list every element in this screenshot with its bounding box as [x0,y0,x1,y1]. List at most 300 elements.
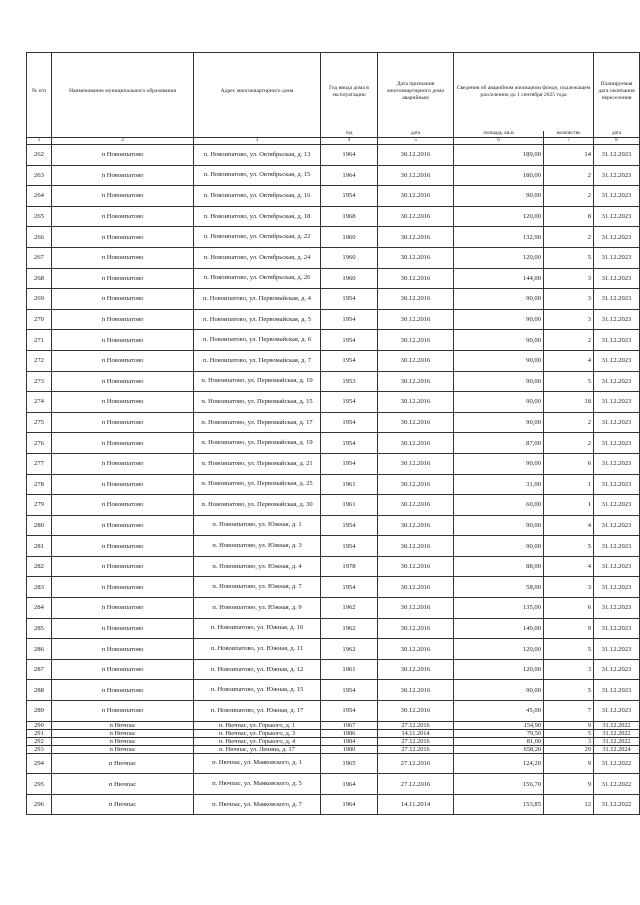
area-cell: 90,00 [454,371,544,392]
count-cell: 4 [544,515,594,536]
area-cell: 90,00 [454,289,544,310]
table-row [27,165,640,186]
area-cell: 144,00 [454,268,544,289]
end-date-cell: 31.12.2022 [594,794,640,815]
end-date-cell: 31.12.2022 [594,729,640,737]
table-row [27,753,640,774]
row-number: 278 [27,474,52,495]
year-cell: 1960 [321,268,378,289]
area-cell: 135,00 [454,598,544,619]
end-date-cell: 31.12.2023 [594,680,640,701]
row-number: 279 [27,495,52,516]
count-cell: 12 [544,794,594,815]
unit-area: площадь, кв.м [454,131,544,138]
municipality-cell: п Новоипатово [52,680,194,701]
count-cell: 5 [544,639,594,660]
year-cell: 1954 [321,350,378,371]
municipality-cell: п Новоипатово [52,247,194,268]
emergency-date-cell: 30.12.2016 [378,412,454,433]
table-row [27,745,640,753]
emergency-date-cell: 30.12.2016 [378,330,454,351]
year-cell: 1984 [321,737,378,745]
count-cell: 9 [544,753,594,774]
emergency-date-cell: 30.12.2016 [378,577,454,598]
area-cell: 31,00 [454,474,544,495]
emergency-date-cell: 30.12.2016 [378,206,454,227]
address-cell: п. Нючпас, ул. Горького, д. 1 [194,721,321,729]
end-date-cell: 31.12.2023 [594,453,640,474]
unit-date: дата [378,131,454,138]
end-date-cell: 31.12.2023 [594,577,640,598]
area-cell: 90,00 [454,680,544,701]
municipality-cell: п Новоипатово [52,227,194,248]
municipality-cell: п Нючпас [52,753,194,774]
count-cell: 2 [544,186,594,207]
row-number: 275 [27,412,52,433]
address-cell: п. Новоипатово, ул. Первомайская, д. 19 [194,433,321,454]
address-cell: п. Новоипатово, ул. Южная, д. 15 [194,680,321,701]
area-cell: 90,00 [454,412,544,433]
row-number: 289 [27,701,52,722]
header-num: № п/п [27,53,52,131]
row-number: 284 [27,598,52,619]
end-date-cell: 31.12.2023 [594,227,640,248]
table-row [27,433,640,454]
row-number: 290 [27,721,52,729]
unit-blank [27,131,52,138]
count-cell: 2 [544,433,594,454]
address-cell: п. Новоипатово, ул. Первомайская, д. 10 [194,371,321,392]
row-number: 283 [27,577,52,598]
emergency-date-cell: 30.12.2016 [378,453,454,474]
area-cell: 120,00 [454,247,544,268]
municipality-cell: п Новоипатово [52,495,194,516]
address-cell: п. Новоипатово, ул. Южная, д. 12 [194,659,321,680]
year-cell: 1954 [321,515,378,536]
end-date-cell: 31.12.2023 [594,186,640,207]
emergency-date-cell: 30.12.2016 [378,659,454,680]
year-cell: 1980 [321,745,378,753]
end-date-cell: 31.12.2023 [594,536,640,557]
emergency-date-cell: 30.12.2016 [378,145,454,166]
count-cell: 1 [544,495,594,516]
count-cell: 18 [544,392,594,413]
emergency-date-cell: 30.12.2016 [378,680,454,701]
unit-end-date: дата [594,131,640,138]
end-date-cell: 31.12.2022 [594,774,640,795]
end-date-cell: 31.12.2023 [594,659,640,680]
area-cell: 90,00 [454,392,544,413]
municipality-cell: п Новоипатово [52,145,194,166]
end-date-cell: 31.12.2023 [594,289,640,310]
end-date-cell: 31.12.2023 [594,371,640,392]
address-cell: п. Новоипатово, ул. Южная, д. 1 [194,515,321,536]
emergency-date-cell: 30.12.2016 [378,309,454,330]
address-cell: п. Нючпас, ул. Горького, д. 3 [194,729,321,737]
municipality-cell: п Новоипатово [52,165,194,186]
area-cell: 180,00 [454,165,544,186]
count-cell: 5 [544,371,594,392]
address-cell: п. Новоипатово, ул. Октябрьская, д. 16 [194,186,321,207]
emergency-date-cell: 30.12.2016 [378,392,454,413]
year-cell: 1962 [321,618,378,639]
count-cell: 5 [544,247,594,268]
area-cell: 90,00 [454,186,544,207]
area-cell: 156,70 [454,774,544,795]
area-cell: 189,00 [454,145,544,166]
address-cell: п. Новоипатово, ул. Первомайская, д. 21 [194,453,321,474]
table-row [27,227,640,248]
emergency-date-cell: 30.12.2016 [378,598,454,619]
address-cell: п. Новоипатово, ул. Октябрьская, д. 13 [194,145,321,166]
count-cell: 3 [544,737,594,745]
table-row [27,536,640,557]
municipality-cell: п Новоипатово [52,577,194,598]
year-cell: 1962 [321,598,378,619]
count-cell: 3 [544,577,594,598]
address-cell: п. Новоипатово, ул. Октябрьская, д. 24 [194,247,321,268]
year-cell: 1954 [321,433,378,454]
area-cell: 87,00 [454,433,544,454]
address-cell: п. Новоипатово, ул. Октябрьская, д. 15 [194,165,321,186]
address-cell: п. Новоипатово, ул. Южная, д. 7 [194,577,321,598]
municipality-cell: п Новоипатово [52,289,194,310]
municipality-cell: п Новоипатово [52,556,194,577]
year-cell: 1953 [321,371,378,392]
address-cell: п. Нючпас, ул. Горького, д. 4 [194,737,321,745]
area-cell: 120,00 [454,206,544,227]
emergency-date-cell: 30.12.2016 [378,495,454,516]
municipality-cell: п Новоипатово [52,453,194,474]
area-cell: 124,20 [454,753,544,774]
municipality-cell: п Новоипатово [52,330,194,351]
table-row [27,371,640,392]
row-number: 292 [27,737,52,745]
area-cell: 79,50 [454,729,544,737]
end-date-cell: 31.12.2023 [594,701,640,722]
area-cell: 81,00 [454,737,544,745]
emergency-date-cell: 27.12.2016 [378,737,454,745]
emergency-date-cell: 30.12.2016 [378,186,454,207]
table-row [27,618,640,639]
count-cell: 3 [544,309,594,330]
area-cell: 90,00 [454,330,544,351]
header-municipality: Наименование муниципального образования [52,53,194,131]
address-cell: п. Новоипатово, ул. Первомайская, д. 30 [194,495,321,516]
row-number: 274 [27,392,52,413]
area-cell: 58,00 [454,577,544,598]
count-cell: 5 [544,680,594,701]
table-row [27,392,640,413]
municipality-cell: п Новоипатово [52,371,194,392]
address-cell: п. Новоипатово, ул. Первомайская, д. 17 [194,412,321,433]
municipality-cell: п Новоипатово [52,433,194,454]
municipality-cell: п Новоипатово [52,412,194,433]
municipality-cell: п Новоипатово [52,618,194,639]
table-row [27,774,640,795]
year-cell: 1954 [321,186,378,207]
row-number: 276 [27,433,52,454]
year-cell: 1961 [321,474,378,495]
table-row [27,330,640,351]
end-date-cell: 31.12.2023 [594,392,640,413]
count-cell: 14 [544,145,594,166]
area-cell: 120,00 [454,659,544,680]
year-cell: 1954 [321,701,378,722]
table-row [27,309,640,330]
address-cell: п. Новоипатово, ул. Первомайская, д. 6 [194,330,321,351]
row-number: 286 [27,639,52,660]
row-number: 268 [27,268,52,289]
column-number: 3 [194,138,321,145]
year-cell: 1954 [321,392,378,413]
row-number: 285 [27,618,52,639]
table-row [27,659,640,680]
emergency-date-cell: 30.12.2016 [378,618,454,639]
row-number: 291 [27,729,52,737]
row-number: 271 [27,330,52,351]
column-number: 2 [52,138,194,145]
municipality-cell: п Новоипатово [52,474,194,495]
area-cell: 88,00 [454,556,544,577]
emergency-date-cell: 27.12.2016 [378,721,454,729]
year-cell: 1961 [321,659,378,680]
row-number: 264 [27,186,52,207]
address-cell: п. Новоипатово, ул. Октябрьская, д. 18 [194,206,321,227]
address-cell: п. Нючпас, ул. Ленина, д. 17 [194,745,321,753]
area-cell: 153,85 [454,794,544,815]
year-cell: 1961 [321,495,378,516]
row-number: 266 [27,227,52,248]
year-cell: 1964 [321,165,378,186]
table-row [27,737,640,745]
table-row [27,577,640,598]
table-row [27,350,640,371]
table-row [27,474,640,495]
area-cell: 45,00 [454,701,544,722]
header-fund-info: Сведения об аварийном жилищном фонде, подлежащем расселению до 1 сентября 2025 года [454,53,594,131]
column-number: 5 [378,138,454,145]
end-date-cell: 31.12.2022 [594,737,640,745]
emergency-date-cell: 30.12.2016 [378,515,454,536]
year-cell: 1962 [321,639,378,660]
address-cell: п. Новоипатово, ул. Первомайская, д. 15 [194,392,321,413]
count-cell: 3 [544,659,594,680]
row-number: 293 [27,745,52,753]
table-row [27,721,640,729]
municipality-cell: п Новоипатово [52,350,194,371]
end-date-cell: 31.12.2022 [594,753,640,774]
count-cell: 9 [544,774,594,795]
emergency-date-cell: 30.12.2016 [378,227,454,248]
emergency-date-cell: 27.12.2016 [378,753,454,774]
year-cell: 1967 [321,721,378,729]
municipality-cell: п Новоипатово [52,639,194,660]
column-number: 8 [594,138,640,145]
emergency-date-cell: 30.12.2016 [378,474,454,495]
count-cell: 3 [544,268,594,289]
year-cell: 1968 [321,206,378,227]
count-cell: 2 [544,412,594,433]
row-number: 280 [27,515,52,536]
emergency-date-cell: 30.12.2016 [378,350,454,371]
address-cell: п. Нючпас, ул. Маяковского, д. 5 [194,774,321,795]
column-number: 1 [27,138,52,145]
emergency-date-cell: 30.12.2016 [378,433,454,454]
municipality-cell: п Нючпас [52,721,194,729]
area-cell: 132,00 [454,227,544,248]
end-date-cell: 31.12.2023 [594,556,640,577]
year-cell: 1954 [321,309,378,330]
end-date-cell: 31.12.2023 [594,495,640,516]
count-cell: 2 [544,330,594,351]
row-number: 270 [27,309,52,330]
year-cell: 1964 [321,794,378,815]
address-cell: п. Новоипатово, ул. Южная, д. 11 [194,639,321,660]
emergency-date-cell: 30.12.2016 [378,701,454,722]
row-number: 281 [27,536,52,557]
table-row [27,729,640,737]
unit-blank [194,131,321,138]
year-cell: 1960 [321,247,378,268]
emergency-date-cell: 30.12.2016 [378,371,454,392]
unit-blank [52,131,194,138]
area-cell: 120,00 [454,639,544,660]
end-date-cell: 31.12.2023 [594,309,640,330]
address-cell: п. Новоипатово, ул. Октябрьская, д. 22 [194,227,321,248]
end-date-cell: 31.12.2023 [594,618,640,639]
table-row [27,598,640,619]
header-row [27,53,640,131]
area-cell: 90,00 [454,453,544,474]
header-year: Год ввода дома в эксплуатацию [321,53,378,131]
end-date-cell: 31.12.2023 [594,474,640,495]
municipality-cell: п Новоипатово [52,268,194,289]
row-number: 295 [27,774,52,795]
address-cell: п. Новоипатово, ул. Южная, д. 9 [194,598,321,619]
row-number: 296 [27,794,52,815]
end-date-cell: 31.12.2023 [594,350,640,371]
address-cell: п. Новоипатово, ул. Первомайская, д. 25 [194,474,321,495]
end-date-cell: 31.12.2023 [594,412,640,433]
column-number: 4 [321,138,378,145]
count-cell: 7 [544,701,594,722]
municipality-cell: п Новоипатово [52,206,194,227]
year-cell: 1964 [321,145,378,166]
address-cell: п. Новоипатово, ул. Южная, д. 4 [194,556,321,577]
emergency-date-cell: 27.12.2016 [378,745,454,753]
header-address: Адрес многоквартирного дома [194,53,321,131]
end-date-cell: 31.12.2023 [594,145,640,166]
municipality-cell: п Нючпас [52,737,194,745]
table-row [27,639,640,660]
emergency-date-cell: 30.12.2016 [378,556,454,577]
address-cell: п. Новоипатово, ул. Первомайская, д. 4 [194,289,321,310]
count-cell: 6 [544,453,594,474]
municipality-cell: п Нючпас [52,729,194,737]
table-body [27,145,640,815]
address-cell: п. Нючпас, ул. Маяковского, д. 1 [194,753,321,774]
count-cell: 2 [544,227,594,248]
table-row [27,289,640,310]
area-cell: 90,00 [454,350,544,371]
row-number: 287 [27,659,52,680]
year-cell: 1964 [321,774,378,795]
address-cell: п. Новоипатово, ул. Южная, д. 3 [194,536,321,557]
municipality-cell: п Нючпас [52,774,194,795]
year-cell: 1954 [321,412,378,433]
address-cell: п. Новоипатово, ул. Октябрьская, д. 26 [194,268,321,289]
address-cell: п. Новоипатово, ул. Первомайская, д. 7 [194,350,321,371]
emergency-date-cell: 30.12.2016 [378,289,454,310]
area-cell: 149,00 [454,618,544,639]
table-row [27,495,640,516]
row-number: 262 [27,145,52,166]
count-cell: 29 [544,745,594,753]
end-date-cell: 31.12.2024 [594,745,640,753]
count-cell: 9 [544,618,594,639]
emergency-date-cell: 30.12.2016 [378,639,454,660]
document-sheet [26,52,640,815]
municipality-cell: п Новоипатово [52,536,194,557]
area-cell: 90,00 [454,515,544,536]
row-number: 265 [27,206,52,227]
area-cell: 658,20 [454,745,544,753]
count-cell: 9 [544,721,594,729]
count-cell: 4 [544,350,594,371]
header-end-date: Планируемая дата окончания переселения [594,53,640,131]
unit-count: количество [544,131,594,138]
end-date-cell: 31.12.2023 [594,268,640,289]
count-cell: 4 [544,556,594,577]
emergency-date-cell: 27.12.2016 [378,774,454,795]
municipality-cell: п Новоипатово [52,309,194,330]
row-number: 294 [27,753,52,774]
count-cell: 3 [544,289,594,310]
emergency-date-cell: 14.11.2014 [378,794,454,815]
table-row [27,794,640,815]
end-date-cell: 31.12.2023 [594,598,640,619]
end-date-cell: 31.12.2023 [594,515,640,536]
municipality-cell: п Новоипатово [52,701,194,722]
area-cell: 90,00 [454,309,544,330]
table-row [27,186,640,207]
end-date-cell: 31.12.2023 [594,247,640,268]
row-number: 288 [27,680,52,701]
count-cell: 5 [544,729,594,737]
table-row [27,556,640,577]
year-cell: 1954 [321,289,378,310]
table-row [27,145,640,166]
year-cell: 1986 [321,729,378,737]
end-date-cell: 31.12.2023 [594,639,640,660]
municipality-cell: п Нючпас [52,745,194,753]
count-cell: 8 [544,206,594,227]
column-number: 6 [454,138,544,145]
table-row [27,412,640,433]
row-number: 277 [27,453,52,474]
end-date-cell: 31.12.2023 [594,433,640,454]
row-number: 263 [27,165,52,186]
housing-table [26,52,640,815]
year-cell: 1954 [321,680,378,701]
municipality-cell: п Новоипатово [52,186,194,207]
emergency-date-cell: 30.12.2016 [378,165,454,186]
area-cell: 154,90 [454,721,544,729]
municipality-cell: п Новоипатово [52,515,194,536]
table-row [27,515,640,536]
table-row [27,453,640,474]
